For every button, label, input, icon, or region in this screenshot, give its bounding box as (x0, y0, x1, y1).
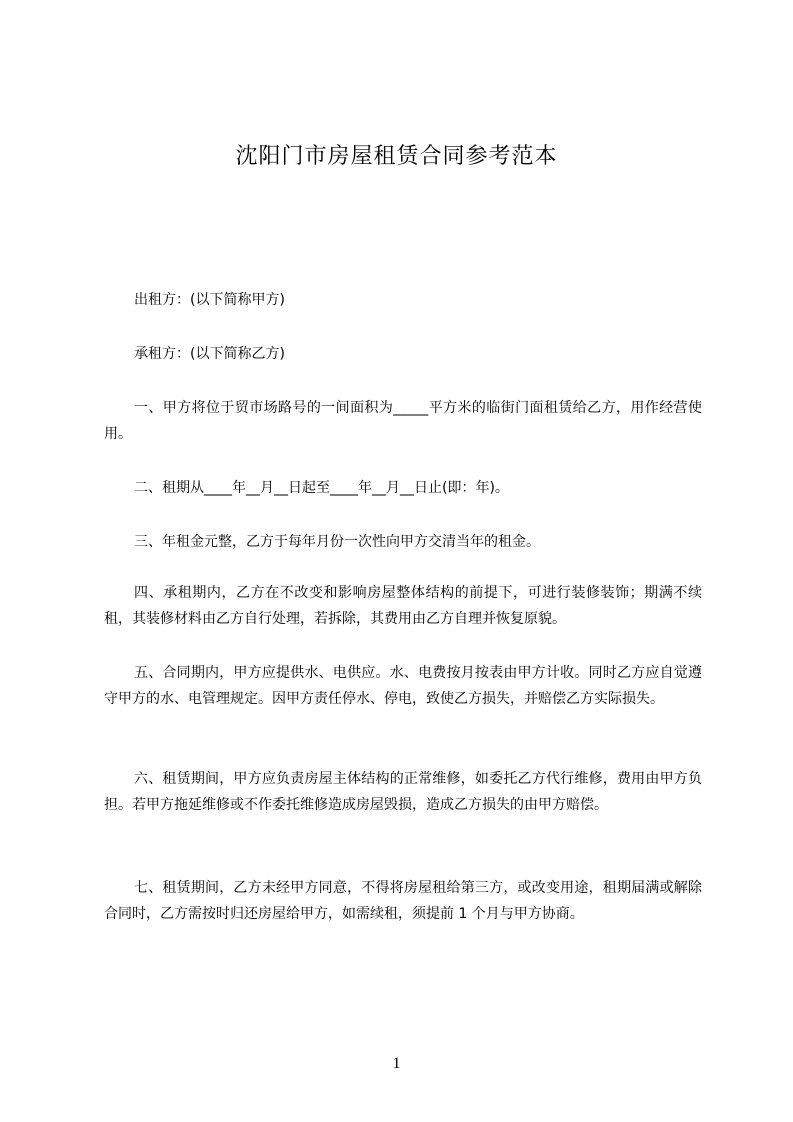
clause-1-premises: 一、甲方将位于贸市场路号的一间面积为_____平方米的临街门面租赁给乙方，用作经营使用。 (104, 400, 702, 442)
lessor-line: 出租方：(以下简称甲方) (134, 292, 285, 308)
lessee-line: 承租方：(以下简称乙方) (134, 346, 285, 362)
document-title: 沈阳门市房屋租赁合同参考范本 (235, 144, 558, 169)
clause-3-rent: 三、年租金元整，乙方于每年月份一次性向甲方交清当年的租金。 (134, 534, 540, 550)
clause-6-repairs: 六、租赁期间，甲方应负责房屋主体结构的正常维修，如委托乙方代行维修，费用由甲方负担。若甲方拖延维修或不作委托维修造成房屋毁损，造成乙方损失的由甲方赔偿。 (104, 771, 702, 813)
clause-4-renovation: 四、承租期内，乙方在不改变和影响房屋整体结构的前提下，可进行装修装饰；期满不续租，其装修材料由乙方自行处理，若拆除，其费用由乙方自理并恢复原貌。 (104, 585, 702, 627)
page-number: 1 (392, 1055, 401, 1072)
clause-7-sublease: 七、租赁期间，乙方未经甲方同意，不得将房屋租给第三方，或改变用途，租期届满或解除合同时，乙方需按时归还房屋给甲方，如需续租，须提前 1 个月与甲方协商。 (104, 880, 702, 922)
clause-2-term: 二、租期从____年__月__日起至____年__月__日止(即：年)。 (134, 480, 509, 496)
clause-5-utilities: 五、合同期内，甲方应提供水、电供应。水、电费按月按表由甲方计收。同时乙方应自觉遵守甲方的水、电管理规定。因甲方责任停水、停电，致使乙方损失，并赔偿乙方实际损失。 (104, 665, 702, 707)
